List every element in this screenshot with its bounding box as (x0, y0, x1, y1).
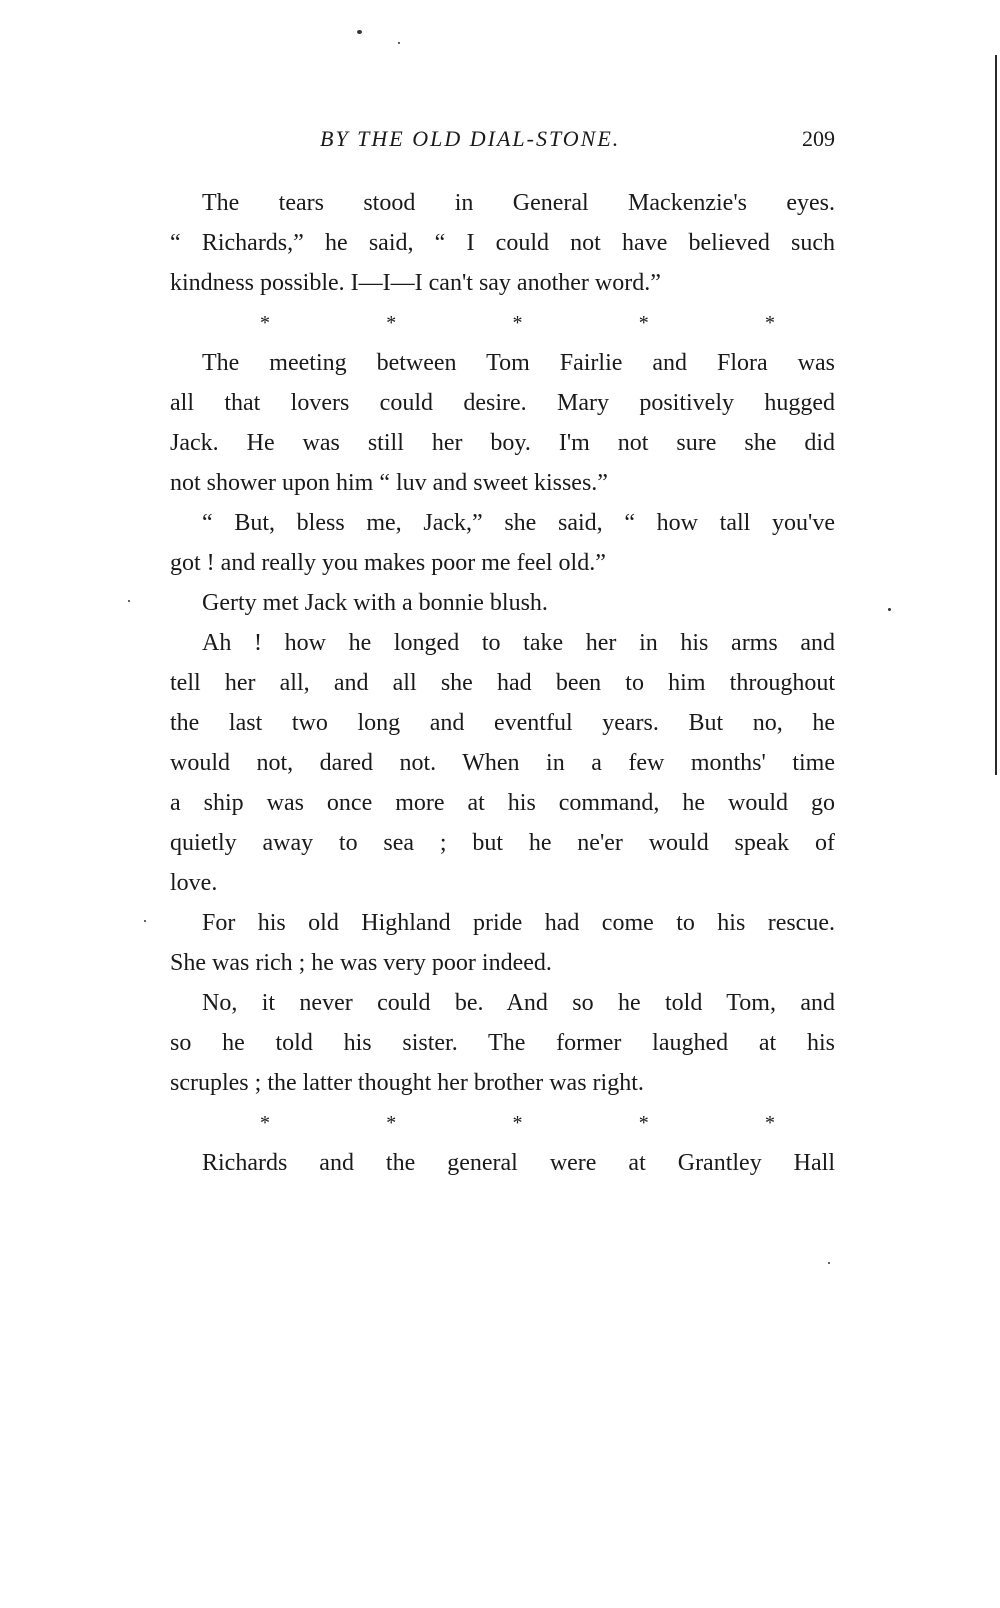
text-line: She was rich ; he was very poor indeed. (170, 950, 552, 976)
text-line: the last two long and eventful years. But no, he (170, 710, 835, 736)
text-line: would not, dared not. When in a few months' time (170, 750, 835, 776)
ink-speck (398, 42, 400, 44)
separator-star: * (386, 1112, 397, 1134)
text-line: The meeting between Tom Fairlie and Flora was (202, 350, 835, 376)
page-number: 209 (802, 126, 835, 151)
section-separator (170, 303, 835, 343)
page-header (170, 126, 835, 162)
running-head: BY THE OLD DIAL-STONE. (320, 126, 621, 151)
text-line: scruples ; the latter thought her brother was right. (170, 1070, 644, 1096)
text-line: got ! and really you makes poor me feel old.” (170, 550, 606, 576)
ink-speck (888, 608, 891, 611)
text-line: Ah ! how he longed to take her in his arms and (202, 630, 835, 656)
text-line: kindness possible. I—I—I can't say another word.” (170, 270, 661, 296)
text-line: “ Richards,” he said, “ I could not have believed such (170, 230, 835, 256)
text-line: quietly away to sea ; but he ne'er would speak of (170, 830, 835, 856)
text-line: Richards and the general were at Grantley Hall (202, 1150, 835, 1176)
separator-star: * (765, 1112, 775, 1134)
section-separator (170, 1103, 835, 1143)
text-line: a ship was once more at his command, he would go (170, 790, 835, 816)
text-line: Jack. He was still her boy. I'm not sure she did (170, 430, 835, 456)
separator-star: * (512, 312, 523, 334)
ink-speck (357, 30, 362, 34)
text-line: For his old Highland pride had come to his rescue. (202, 910, 835, 936)
text-line: Gerty met Jack with a bonnie blush. (202, 590, 548, 616)
separator-star: * (638, 1112, 649, 1134)
separator-star: * (638, 312, 649, 334)
page-edge-line (995, 55, 997, 775)
separator-star: * (260, 312, 270, 334)
ink-speck (144, 920, 146, 922)
separator-star: * (765, 312, 775, 334)
text-line: so he told his sister. The former laughed at his (170, 1030, 835, 1056)
text-line: “ But, bless me, Jack,” she said, “ how tall you've (202, 510, 835, 536)
body-text (170, 183, 835, 1183)
text-line: not shower upon him “ luv and sweet kisses.” (170, 470, 608, 496)
text-line: No, it never could be. And so he told Tom, and (202, 990, 835, 1016)
text-line: The tears stood in General Mackenzie's eyes. (202, 190, 835, 216)
text-line: love. (170, 870, 218, 896)
separator-star: * (512, 1112, 523, 1134)
separator-star: * (386, 312, 397, 334)
separator-star: * (260, 1112, 270, 1134)
ink-speck (128, 600, 130, 602)
text-line: all that lovers could desire. Mary positively hugged (170, 390, 835, 416)
ink-speck (828, 1262, 830, 1264)
text-line: tell her all, and all she had been to him throughout (170, 670, 835, 696)
